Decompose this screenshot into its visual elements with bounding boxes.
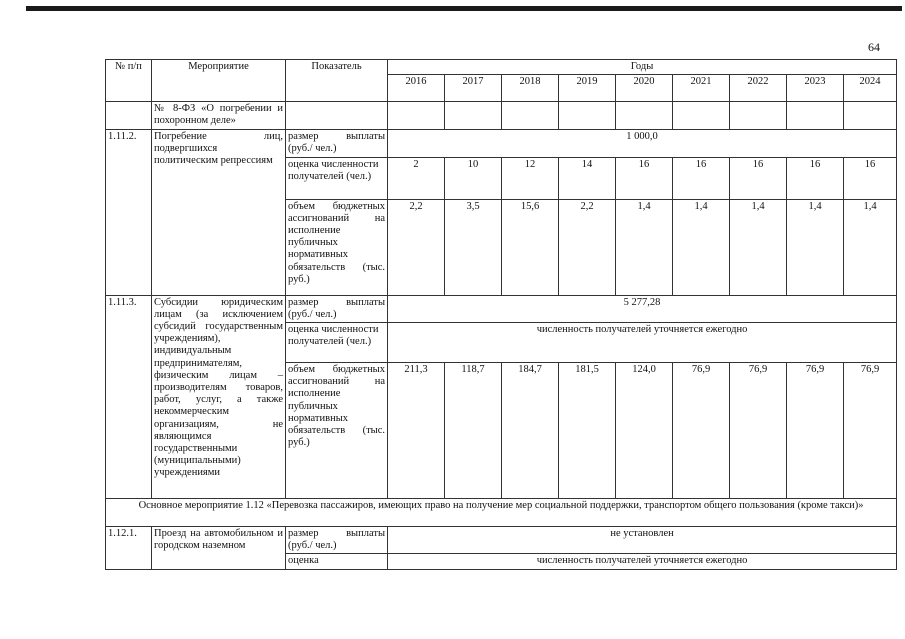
value-cell: 211,3 xyxy=(388,363,445,499)
value-cell: 76,9 xyxy=(730,363,787,499)
year-cell: 2016 xyxy=(388,75,445,102)
year-cell: 2017 xyxy=(445,75,502,102)
value-cell: 1,4 xyxy=(616,199,673,295)
value-cell: 1,4 xyxy=(787,199,844,295)
event-cell: Проезд на автомобильном и городском наземном xyxy=(152,527,286,570)
value-cell: 1,4 xyxy=(730,199,787,295)
indicator-cell: оценка xyxy=(286,554,388,569)
table-row xyxy=(106,102,897,129)
row-number: 1.12.1. xyxy=(106,527,152,570)
value-cell: 1,4 xyxy=(844,199,897,295)
value-cell: 16 xyxy=(730,157,787,199)
value-cell: 10 xyxy=(445,157,502,199)
value-cell: 76,9 xyxy=(844,363,897,499)
year-cell: 2021 xyxy=(673,75,730,102)
payment-value: не установлен xyxy=(388,527,897,554)
year-cell: 2023 xyxy=(787,75,844,102)
payment-value: 5 277,28 xyxy=(388,295,897,322)
table-row xyxy=(106,527,897,554)
value-cell: 1,4 xyxy=(673,199,730,295)
value-cell: 118,7 xyxy=(445,363,502,499)
value-cell: 181,5 xyxy=(559,363,616,499)
count-note: численность получателей уточняется ежегодно xyxy=(388,323,897,363)
row-number: 1.11.2. xyxy=(106,129,152,295)
top-border-rule xyxy=(26,6,902,11)
year-cell: 2019 xyxy=(559,75,616,102)
indicator-cell: размер выплаты (руб./ чел.) xyxy=(286,295,388,322)
header-num: № п/п xyxy=(106,60,152,102)
value-cell: 2 xyxy=(388,157,445,199)
value-cell: 2,2 xyxy=(559,199,616,295)
indicator-cell: объем бюджетных ассигнований на исполнение публичных нормативных обязательств (тыс. руб.) xyxy=(286,199,388,295)
payment-value: 1 000,0 xyxy=(388,129,897,157)
indicator-cell: размер выплаты (руб./ чел.) xyxy=(286,527,388,554)
indicator-cell: объем бюджетных ассигнований на исполнение публичных нормативных обязательств (тыс. руб.) xyxy=(286,363,388,499)
year-cell: 2022 xyxy=(730,75,787,102)
table-row xyxy=(106,129,897,157)
value-cell: 76,9 xyxy=(787,363,844,499)
value-cell: 16 xyxy=(616,157,673,199)
value-cell: 3,5 xyxy=(445,199,502,295)
value-cell: 16 xyxy=(844,157,897,199)
page-number: 64 xyxy=(868,40,880,54)
event-cell: № 8-ФЗ «О погребении и похоронном деле» xyxy=(152,102,286,129)
value-cell: 124,0 xyxy=(616,363,673,499)
value-cell: 16 xyxy=(673,157,730,199)
table-row xyxy=(106,295,897,322)
section-title: Основное мероприятие 1.12 «Перевозка пассажиров, имеющих право на получение мер социальной поддержки, транспортом общего пользования (кроме такси)» xyxy=(106,499,897,527)
row-number: 1.11.3. xyxy=(106,295,152,498)
section-row xyxy=(106,499,897,527)
indicator-cell: размер выплаты (руб./ чел.) xyxy=(286,129,388,157)
value-cell: 12 xyxy=(502,157,559,199)
program-table xyxy=(105,59,897,570)
header-row xyxy=(106,60,897,75)
header-event: Мероприятие xyxy=(152,60,286,102)
value-cell: 14 xyxy=(559,157,616,199)
year-cell: 2024 xyxy=(844,75,897,102)
value-cell: 2,2 xyxy=(388,199,445,295)
value-cell: 15,6 xyxy=(502,199,559,295)
value-cell: 76,9 xyxy=(673,363,730,499)
indicator-cell: оценка численности получателей (чел.) xyxy=(286,323,388,363)
value-cell: 16 xyxy=(787,157,844,199)
event-cell: Субсидии юридическим лицам (за исключением субсидий государственным учреждениям), индивидуальным предпринимателям, физическим лицам – производителям товаров, работ, услуг, а также некоммерческим организациям, не являющимся государственными (муниципальными) учреждениями xyxy=(152,295,286,498)
count-note: численность получателей уточняется ежегодно xyxy=(388,554,897,569)
header-years: Годы xyxy=(388,60,897,75)
indicator-cell: оценка численности получателей (чел.) xyxy=(286,157,388,199)
year-cell: 2018 xyxy=(502,75,559,102)
event-cell: Погребение лиц, подвергшихся политическим репрессиям xyxy=(152,129,286,295)
value-cell: 184,7 xyxy=(502,363,559,499)
header-indicator: Показатель xyxy=(286,60,388,102)
year-cell: 2020 xyxy=(616,75,673,102)
